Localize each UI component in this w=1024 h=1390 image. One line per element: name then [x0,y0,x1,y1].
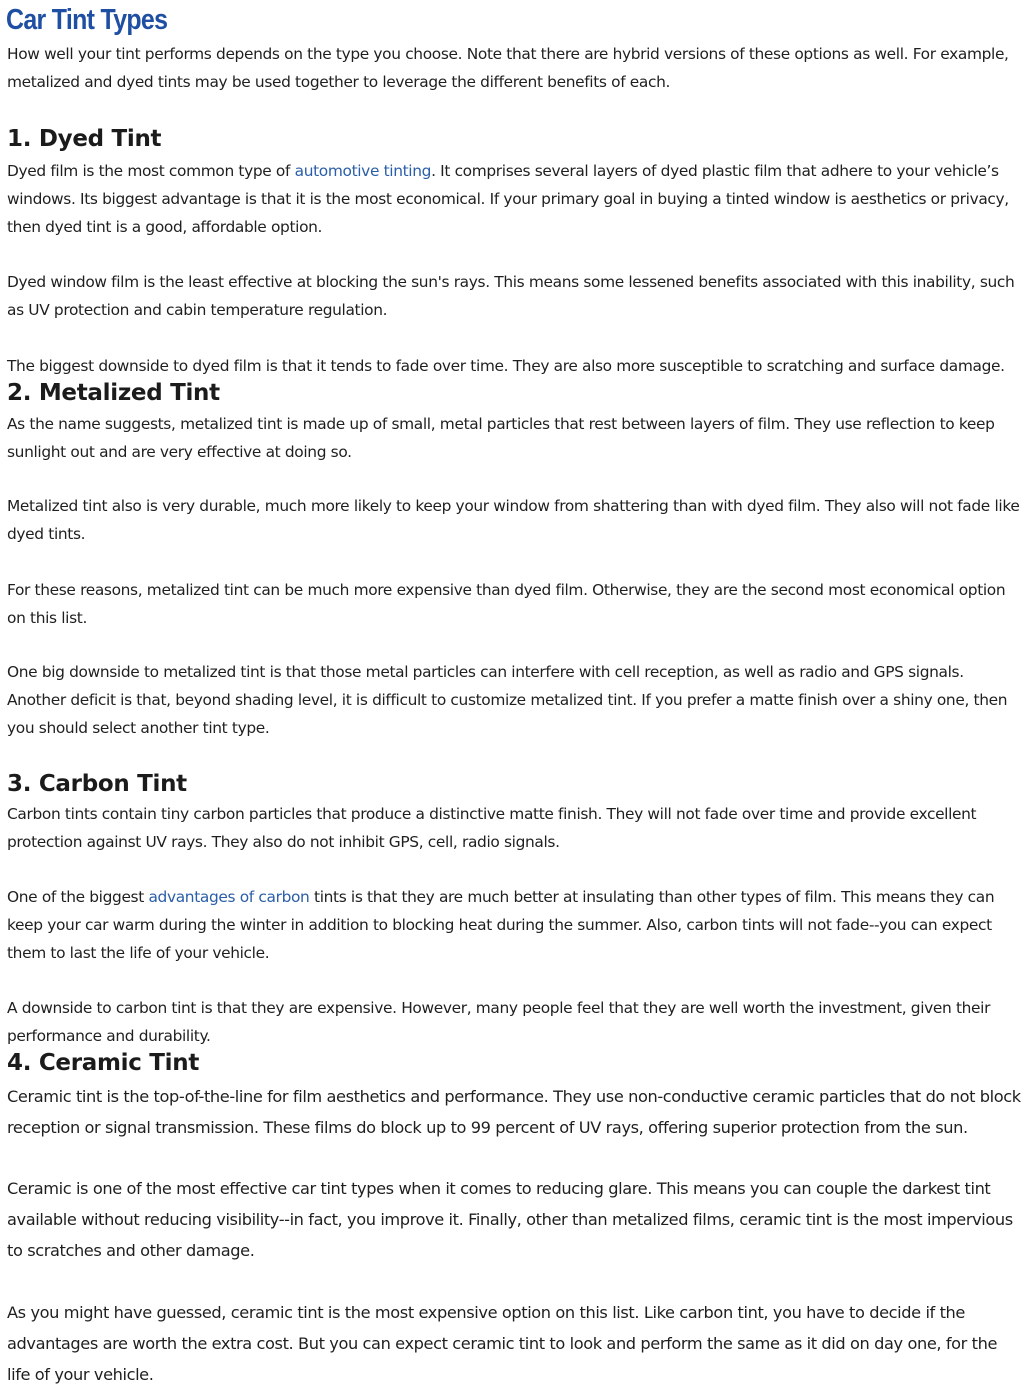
heading-carbon-tint: 3. Carbon Tint [7,771,187,797]
metalized-tint-paragraph-4: One big downside to metalized tint is that those metal particles can interfere with cell reception, as well as radio and GPS signals. Another deficit is that, beyond shading level, it is difficult to customize metalized tint. If you prefer a matte finish over a shiny one, then you should select another tint type. [7,663,1008,737]
dyed-tint-paragraph-1 [7,157,1022,241]
ceramic-tint-paragraph-1: Ceramic tint is the top-of-the-line for film aesthetics and performance. They use non-conductive ceramic particles that do not block reception or signal transmission. These films do block up to 99 percent of UV rays, offering superior protection from the sun. [7,1087,1021,1137]
dyed-tint-text-after-link: . It comprises several layers of dyed plastic film that adhere to your vehicle’s windows. Its biggest advantage is that it is the most economical. If your primary goal in buying a tinted window is aesthetics or privacy, then dyed tint is a good, affordable option. [7,162,1009,236]
metalized-tint-paragraph-2: Metalized tint also is very durable, much more likely to keep your window from shattering than with dyed film. They also will not fade like dyed tints. [7,497,1020,543]
carbon-tint-paragraph-3: A downside to carbon tint is that they are expensive. However, many people feel that they are well worth the investment, given their performance and durability. [7,999,991,1045]
advantages-of-carbon-link[interactable]: advantages of carbon [148,888,310,906]
heading-ceramic-tint: 4. Ceramic Tint [7,1050,200,1076]
dyed-tint-paragraph-2: Dyed window film is the least effective at blocking the sun's rays. This means some lessened benefits associated with this inability, such as UV protection and cabin temperature regulation. [7,273,1015,319]
dyed-tint-text-before-link: Dyed film is the most common type of [7,162,295,180]
heading-dyed-tint: 1. Dyed Tint [7,126,162,152]
automotive-tinting-link[interactable]: automotive tinting [294,162,432,180]
metalized-tint-paragraph-3: For these reasons, metalized tint can be much more expensive than dyed film. Otherwise, they are the second most economical option on this list. [7,581,1006,627]
ceramic-tint-paragraph-2: Ceramic is one of the most effective car tint types when it comes to reducing glare. This means you can couple the darkest tint available without reducing visibility--in fact, you improve it. Finally, other than metalized films, ceramic tint is the most impervious to scratches and other damage. [7,1179,1013,1260]
dyed-tint-paragraph-3: The biggest downside to dyed film is that it tends to fade over time. They are also more susceptible to scratching and surface damage. [7,357,1005,375]
carbon-tint-text-before-link: One of the biggest [7,888,149,906]
carbon-tint-paragraph-1: Carbon tints contain tiny carbon particles that produce a distinctive matte finish. They will not fade over time and provide excellent protection against UV rays. They also do not inhibit GPS, cell, radio signals. [7,805,977,851]
heading-metalized-tint: 2. Metalized Tint [7,380,220,406]
carbon-tint-text-after-link: tints is that they are much better at insulating than other types of film. This means they can keep your car warm during the winter in addition to blocking heat during the summer. Also, carbon tints will not fade--you can expect them to last the life of your vehicle. [7,888,995,962]
ceramic-tint-paragraph-3: As you might have guessed, ceramic tint is the most expensive option on this list. Like carbon tint, you have to decide if the advantages are worth the extra cost. But you can expect ceramic tint to look and perform the same as it did on day one, for the life of your vehicle. [7,1303,998,1384]
page-title: Car Tint Types [6,4,168,36]
intro-paragraph: How well your tint performs depends on the type you choose. Note that there are hybrid versions of these options as well. For example, metalized and dyed tints may be used together to leverage the different benefits of each. [7,45,1009,91]
carbon-tint-paragraph-2 [7,883,1022,967]
metalized-tint-paragraph-1: As the name suggests, metalized tint is made up of small, metal particles that rest between layers of film. They use reflection to keep sunlight out and are very effective at doing so. [7,415,995,461]
